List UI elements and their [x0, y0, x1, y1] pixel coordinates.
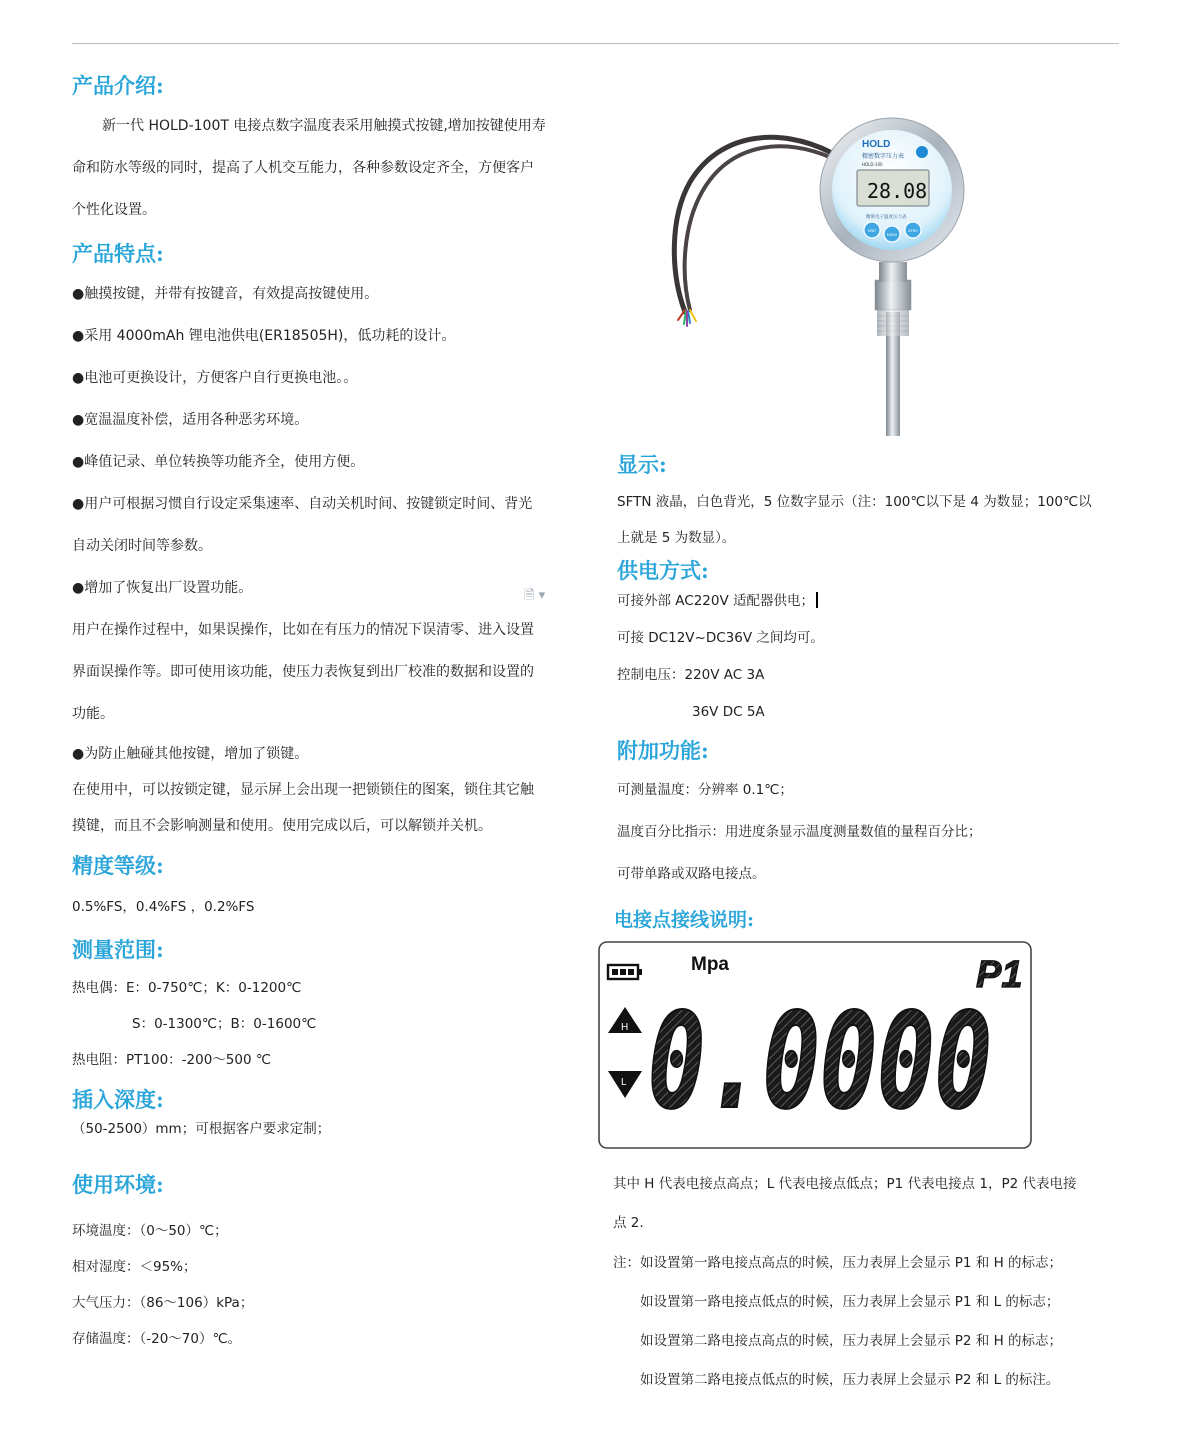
display-heading: 显示: — [617, 452, 667, 477]
features-heading: 产品特点: — [72, 241, 164, 266]
feature-line: ●增加了恢复出厂设置功能。 — [72, 580, 253, 596]
display-line: 上就是 5 为数显）。 — [617, 530, 736, 546]
gauge-caption: 精密电子温度压力表 — [866, 215, 907, 220]
gauge-model: HOLD-100 — [862, 162, 883, 167]
text-cursor — [816, 592, 818, 608]
feature-line: 自动关闭时间等参数。 — [72, 538, 212, 554]
gauge-brand: HOLD — [862, 139, 891, 150]
wiring-line: 其中 H 代表电接点高点；L 代表电接点低点；P1 代表电接点 1，P2 代表电接 — [613, 1176, 1077, 1192]
cable-wire-ends — [678, 310, 696, 326]
feature-line: 界面误操作等。即可使用该功能，使压力表恢复到出厂校准的数据和设置的 — [72, 664, 534, 680]
wiring-line: 点 2. — [613, 1215, 644, 1231]
wiring-line: 如设置第一路电接点低点的时候，压力表屏上会显示 P1 和 L 的标志； — [640, 1294, 1060, 1310]
power-icon — [916, 146, 928, 158]
power-line: 可接外部 AC220V 适配器供电； — [617, 591, 818, 611]
lcd-unit: Mpa — [691, 954, 729, 975]
depth-text: （50-2500）mm；可根据客户要求定制； — [72, 1121, 331, 1137]
extra-line: 可带单路或双路电接点。 — [617, 866, 766, 882]
lcd-diagram — [598, 941, 1032, 1149]
zero-button-label: ZERO — [908, 229, 918, 233]
hex-fitting — [875, 280, 911, 310]
power-heading: 供电方式: — [617, 558, 709, 583]
lcd-value: 0.0000 — [648, 985, 992, 1139]
intro-heading: 产品介绍: — [72, 73, 164, 98]
environment-heading: 使用环境: — [72, 1172, 164, 1197]
environment-line: 相对湿度：＜95%； — [72, 1259, 197, 1275]
lcd-point: P1 — [976, 954, 1023, 996]
power-line: 可接 DC12V~DC36V 之间均可。 — [617, 630, 824, 646]
feature-line: ●为防止触碰其他按键，增加了锁键。 — [72, 746, 309, 762]
thermometer-product-image — [660, 112, 960, 436]
feature-line: ●触摸按键，并带有按键音，有效提高按键使用。 — [72, 286, 379, 302]
power-line: 36V DC 5A — [692, 704, 765, 720]
cable — [685, 146, 832, 310]
feature-line: ●宽温温度补偿，适用各种恶劣环境。 — [72, 412, 309, 428]
wiring-heading: 电接点接线说明: — [614, 909, 755, 931]
intro-line: 命和防水等级的同时，提高了人机交互能力，各种参数设定齐全，方便客户 — [72, 160, 534, 176]
extra-heading: 附加功能: — [617, 738, 709, 763]
feature-line: ●峰值记录、单位转换等功能齐全，使用方便。 — [72, 454, 365, 470]
cable — [674, 137, 830, 312]
feature-line: ●电池可更换设计，方便客户自行更换电池。。 — [72, 370, 358, 386]
svg-text:H: H — [621, 1022, 629, 1033]
feature-line: ●用户可根据习惯自行设定采集速率、自动关机时间、按键锁定时间、背光 — [72, 496, 533, 512]
svg-text:L: L — [621, 1077, 627, 1088]
feature-line: 用户在操作过程中，如果误操作，比如在有压力的情况下误清零、进入设置 — [72, 622, 534, 638]
range-line: 热电阻：PT100：-200～500 ℃ — [72, 1052, 272, 1068]
range-heading: 测量范围: — [72, 937, 164, 962]
accuracy-heading: 精度等级: — [72, 853, 164, 878]
intro-line: 新一代 HOLD-100T 电接点数字温度表采用触摸式按键,增加按键使用寿 — [102, 118, 546, 134]
wiring-line: 如设置第二路电接点低点的时候，压力表屏上会显示 P2 和 L 的标注。 — [640, 1372, 1060, 1388]
extra-line: 温度百分比指示：用进度条显示温度测量数值的量程百分比； — [617, 824, 982, 840]
feature-line: ●采用 4000mAh 锂电池供电(ER18505H)，低功耗的设计。 — [72, 328, 456, 344]
range-line: 热电偶：E：0-750℃；K：0-1200℃ — [72, 980, 302, 996]
unit-button-label: UNIT — [867, 229, 877, 233]
power-line: 控制电压：220V AC 3A — [617, 667, 765, 683]
accuracy-text: 0.5%FS，0.4%FS ，0.2%FS — [72, 899, 255, 915]
display-line: SFTN 液晶，白色背光，5 位数字显示（注：100℃以下是 4 为数显；100℃以 — [617, 494, 1092, 510]
feature-line: 在使用中，可以按锁定键，显示屏上会出现一把锁锁住的图案，锁住其它触 — [72, 782, 534, 798]
wiring-line: 如设置第二路电接点高点的时候，压力表屏上会显示 P2 和 H 的标志； — [640, 1333, 1063, 1349]
extra-line: 可测量温度：分辨率 0.1℃； — [617, 782, 793, 798]
environment-line: 环境温度：（0～50）℃； — [72, 1223, 228, 1239]
feature-line: 功能。 — [72, 706, 114, 722]
environment-line: 存储温度：（-20～70）℃。 — [72, 1331, 242, 1347]
document-icon[interactable]: 🗎 ▾ — [524, 588, 546, 603]
gauge-subtitle: 精密数字压力表 — [862, 153, 905, 160]
top-divider — [72, 43, 1119, 44]
gauge-reading: 28.08 — [867, 179, 928, 203]
environment-line: 大气压力：（86～106）kPa； — [72, 1295, 254, 1311]
depth-heading: 插入深度: — [72, 1087, 164, 1112]
intro-line: 个性化设置。 — [72, 202, 156, 218]
wiring-line: 注：如设置第一路电接点高点的时候，压力表屏上会显示 P1 和 H 的标志； — [613, 1255, 1063, 1271]
range-line: S：0-1300℃；B：0-1600℃ — [132, 1016, 317, 1032]
feature-line: 摸键，而且不会影响测量和使用。使用完成以后，可以解锁并关机。 — [72, 818, 492, 834]
menu-button-label: MENU — [886, 233, 898, 237]
